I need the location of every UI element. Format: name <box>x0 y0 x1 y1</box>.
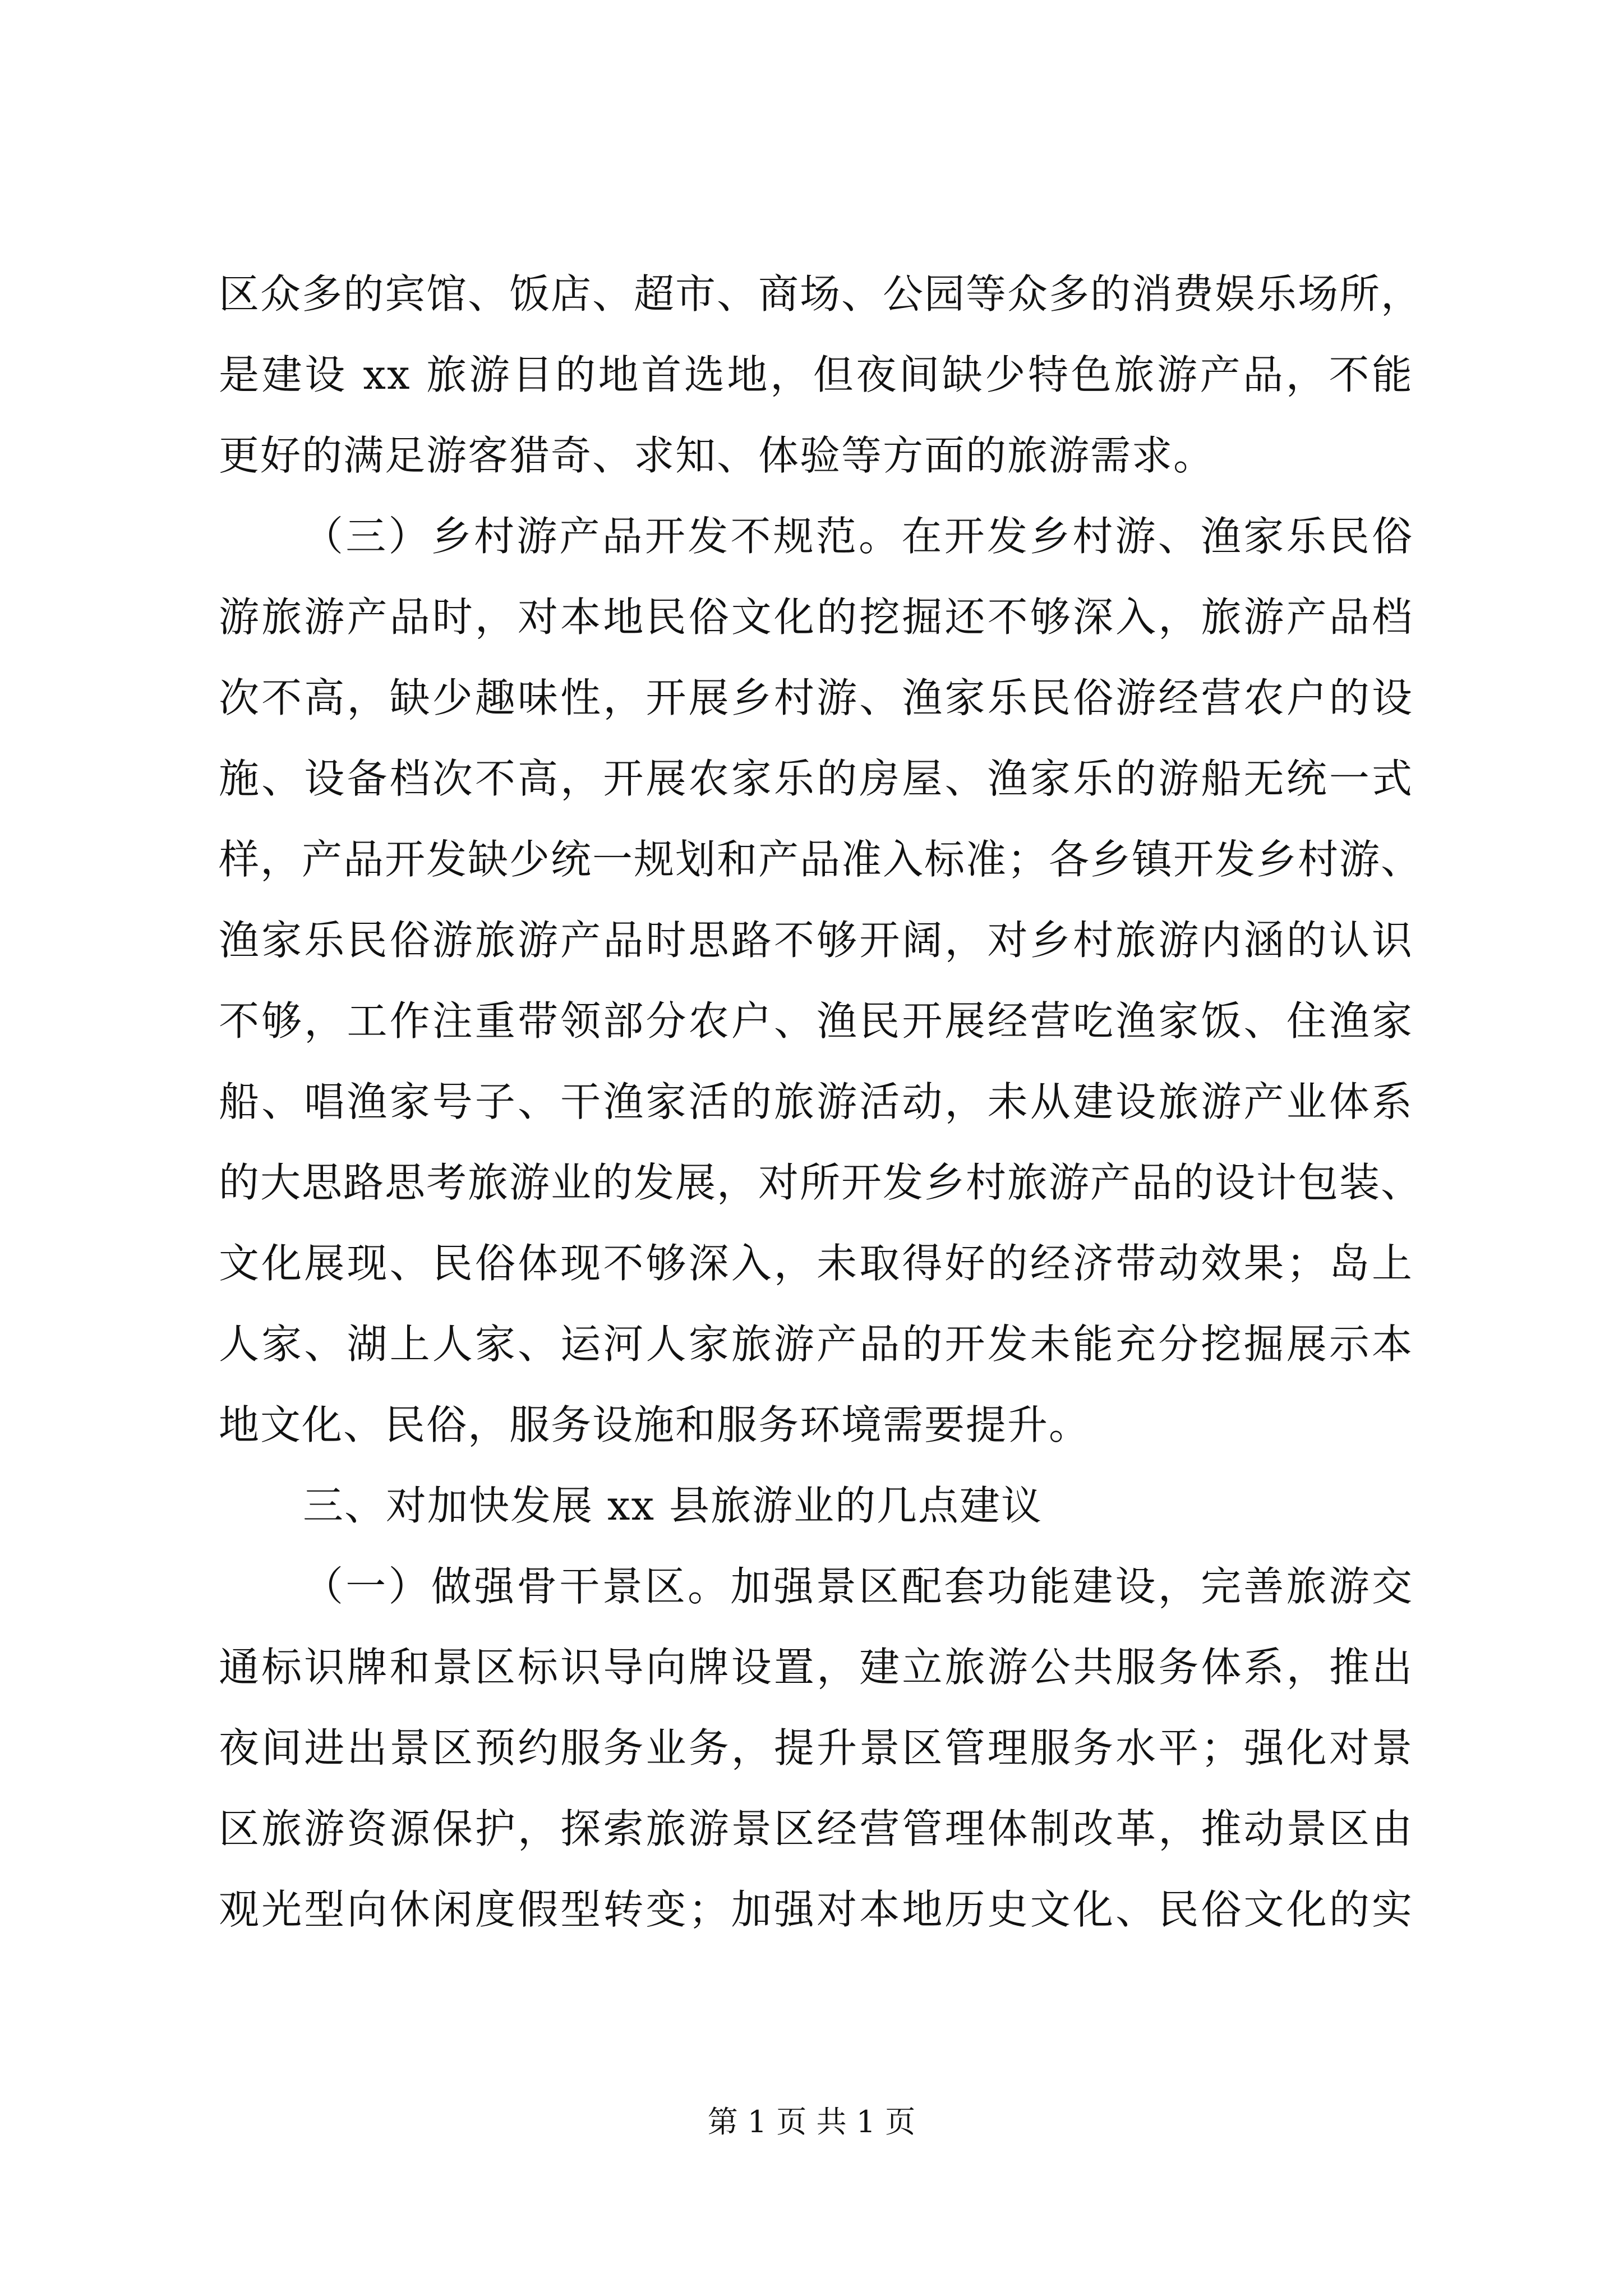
text-line: 区旅游资源保护，探索旅游景区经营管理体制改革，推动景区由 <box>219 1805 1413 1852</box>
text-line: 人家、湖上人家、运河人家旅游产品的开发未能充分挖掘展示本 <box>219 1320 1413 1368</box>
text-line: 夜间进出景区预约服务业务，提升景区管理服务水平；强化对景 <box>219 1724 1413 1772</box>
text-line: 区众多的宾馆、饭店、超市、商场、公园等众多的消费娱乐场所， <box>219 270 1423 318</box>
text-line: 船、唱渔家号子、干渔家活的旅游活动，未从建设旅游产业体系 <box>219 1078 1413 1125</box>
text-line: 地文化、民俗，服务设施和服务环境需要提升。 <box>219 1401 1091 1448</box>
text-line: 是建设 xx 旅游目的地首选地，但夜间缺少特色旅游产品，不能 <box>219 351 1413 398</box>
text-line: 更好的满足游客猎奇、求知、体验等方面的旅游需求。 <box>219 432 1215 479</box>
paragraph-heading-line: （三）乡村游产品开发不规范。在开发乡村游、渔家乐民俗 <box>303 513 1413 560</box>
page-footer <box>0 2102 1623 2142</box>
text-line: 不够，工作注重带领部分农户、渔民开展经营吃渔家饭、住渔家 <box>219 997 1413 1045</box>
text-line: 施、设备档次不高，开展农家乐的房屋、渔家乐的游船无统一式 <box>219 755 1413 802</box>
text-line: 通标识牌和景区标识导向牌设置，建立旅游公共服务体系，推出 <box>219 1644 1413 1691</box>
text-line: 渔家乐民俗游旅游产品时思路不够开阔，对乡村旅游内涵的认识 <box>219 917 1413 964</box>
document-body <box>219 254 1423 1950</box>
text-line: 文化展现、民俗体现不够深入，未取得好的经济带动效果；岛上 <box>219 1240 1413 1287</box>
page-number: 第 1 页 共 1 页 <box>707 2104 916 2139</box>
text-line: 的大思路思考旅游业的发展，对所开发乡村旅游产品的设计包装、 <box>219 1159 1423 1206</box>
text-line: 观光型向休闲度假型转变；加强对本地历史文化、民俗文化的实 <box>219 1886 1413 1933</box>
paragraph-heading-line: （一）做强骨干景区。加强景区配套功能建设，完善旅游交 <box>303 1563 1413 1610</box>
text-line: 次不高，缺少趣味性，开展乡村游、渔家乐民俗游经营农户的设 <box>219 674 1413 721</box>
section-heading: 三、对加快发展 xx 县旅游业的几点建议 <box>303 1482 1043 1529</box>
text-line: 游旅游产品时，对本地民俗文化的挖掘还不够深入，旅游产品档 <box>219 593 1413 641</box>
text-line: 样，产品开发缺少统一规划和产品准入标准；各乡镇开发乡村游、 <box>219 836 1423 883</box>
